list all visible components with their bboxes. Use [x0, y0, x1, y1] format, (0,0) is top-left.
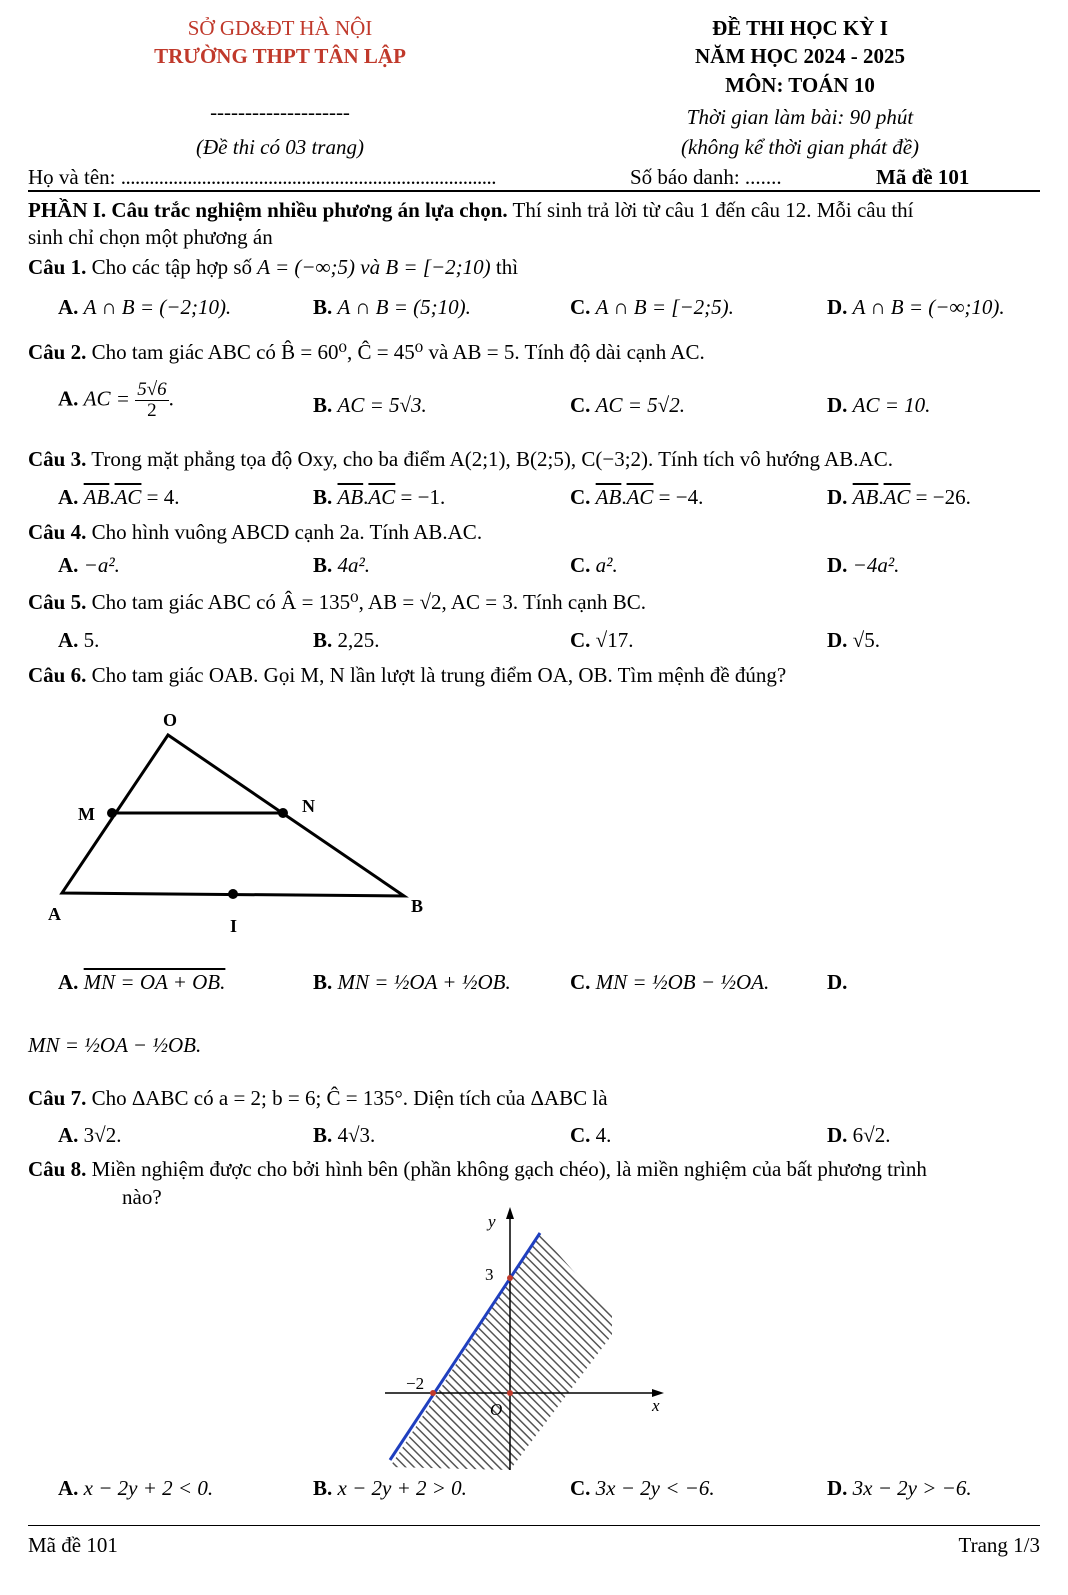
subject: MÔN: TOÁN 10 — [725, 73, 875, 97]
header-divider — [28, 190, 1040, 192]
q3-option-a[interactable]: A. $\overline{AB}.\overline{AC} = 4$. — [58, 485, 180, 509]
q1-a-text: A ∩ B = (−2;10). — [83, 295, 232, 319]
exam-time: Thời gian làm bài: 90 phút — [686, 105, 914, 129]
q7-option-a[interactable]: A. 3√2. — [58, 1123, 122, 1147]
footer-page-number: Trang 1/3 — [958, 1533, 1040, 1557]
label-m: M — [78, 804, 95, 824]
q5-option-d[interactable]: D. √5. — [827, 628, 880, 652]
q6-option-d[interactable]: MN = ½OA − ½OB. — [28, 1033, 202, 1057]
tick-label-3: 3 — [485, 1265, 494, 1284]
q3-option-b[interactable]: B. $\overline{AB}.\overline{AC} = -1$. — [313, 485, 446, 509]
q5-option-a[interactable]: A. 5. — [58, 628, 100, 652]
question-5 — [28, 590, 646, 615]
q5-option-b[interactable]: B. 2,25. — [313, 628, 380, 652]
q4-option-d[interactable]: D. −4a². — [827, 553, 900, 577]
triangle-oab-figure — [30, 700, 450, 940]
q4-option-b[interactable]: B. 4a². — [313, 553, 371, 577]
axis-x-label: x — [652, 1396, 660, 1415]
part1-title: PHẦN I. Câu trắc nghiệm nhiều phương án lựa chọn. — [28, 198, 508, 222]
question-7 — [28, 1086, 608, 1111]
q4-option-a[interactable]: A. −a². — [58, 553, 120, 577]
q2-label: Câu 2. — [28, 340, 87, 364]
q1-option-a[interactable]: A. A ∩ B = (−2;10). — [58, 295, 232, 319]
question-2 — [28, 340, 705, 365]
question-1 — [28, 255, 518, 280]
name-label: Họ và tên: — [28, 165, 121, 189]
q1-text: Cho các tập hợp số — [86, 255, 258, 279]
q8-text: Miền nghiệm được cho bởi hình bên (phần không gạch chéo), là miền nghiệm của bất phương trình — [86, 1157, 927, 1181]
q1-c-text: A ∩ B = [−2;5). — [595, 295, 734, 319]
name-dots: ............................................................................... — [120, 165, 496, 189]
q7-option-b[interactable]: B. 4√3. — [313, 1123, 376, 1147]
school-year: NĂM HỌC 2024 - 2025 — [695, 44, 905, 68]
question-8 — [28, 1157, 927, 1182]
q6-option-a[interactable]: A. MN = OA + OB. — [58, 970, 226, 994]
q4-label: Câu 4. — [28, 520, 87, 544]
label-b: B — [411, 896, 424, 916]
q2-option-c[interactable]: C. AC = 5√2. — [570, 393, 685, 417]
footer-divider — [28, 1525, 1040, 1526]
header-dashes: -------------------- — [210, 100, 350, 124]
q2-a-fraction: $\frac{5√6}{2}$ — [137, 379, 167, 421]
q3-label: Câu 3. — [28, 447, 87, 471]
question-6 — [28, 663, 786, 688]
q6-option-b[interactable]: B. MN = ½OA + ½OB. — [313, 970, 511, 994]
q1-tail: thì — [490, 255, 519, 279]
pages-note: (Đề thi có 03 trang) — [196, 135, 364, 159]
q7-option-d[interactable]: D. 6√2. — [827, 1123, 891, 1147]
q1-label: Câu 1. — [28, 255, 87, 279]
footer-exam-code: Mã đề 101 — [28, 1533, 118, 1557]
part1-heading — [28, 198, 914, 223]
label-o: O — [163, 710, 178, 730]
q8-text-line2: nào? — [122, 1185, 162, 1209]
q8-option-c[interactable]: C. 3x − 2y < −6. — [570, 1476, 715, 1500]
q1-b-text: A ∩ B = (5;10). — [337, 295, 471, 319]
inequality-region-graph — [380, 1205, 680, 1475]
name-field — [28, 165, 496, 190]
label-n: N — [302, 796, 315, 816]
q7-label: Câu 7. — [28, 1086, 87, 1110]
origin-label: O — [490, 1400, 503, 1419]
q4-text: Cho hình vuông ABCD cạnh 2a. Tính AB.AC. — [86, 520, 483, 544]
part1-desc-line2: sinh chỉ chọn một phương án — [28, 225, 273, 249]
q8-option-a[interactable]: A. x − 2y + 2 < 0. — [58, 1476, 214, 1500]
q1-option-c[interactable]: C. A ∩ B = [−2;5). — [570, 295, 734, 319]
q6-text: Cho tam giác OAB. Gọi M, N lần lượt là trung điểm OA, OB. Tìm mệnh đề đúng? — [86, 663, 787, 687]
q6-label: Câu 6. — [28, 663, 87, 687]
q2-option-b[interactable]: B. AC = 5√3. — [313, 393, 427, 417]
label-a: A — [48, 904, 61, 924]
exam-title: ĐỀ THI HỌC KỲ I — [712, 16, 888, 40]
q6-option-d-label[interactable]: D. — [827, 970, 848, 994]
tick-label-minus2: −2 — [406, 1374, 425, 1393]
q8-label: Câu 8. — [28, 1157, 87, 1181]
q2-option-a[interactable]: A. AC = $\frac{5√6}{2}$ . — [58, 379, 174, 421]
question-3 — [28, 447, 893, 472]
q3-option-c[interactable]: C. $\overline{AB}.\overline{AC} = -4$. — [570, 485, 704, 509]
q8-option-b[interactable]: B. x − 2y + 2 > 0. — [313, 1476, 467, 1500]
q1-d-text: A ∩ B = (−∞;10). — [852, 295, 1005, 319]
q1-math: A = (−∞;5) và B = [−2;10) — [257, 255, 491, 279]
q7-option-c[interactable]: C. 4. — [570, 1123, 612, 1147]
q7-text: Cho ΔABC có a = 2; b = 6; Ĉ = 135°. Diện tích của ΔABC là — [86, 1086, 608, 1110]
axis-y-label: y — [488, 1212, 496, 1231]
q3-option-d[interactable]: D. $\overline{AB}.\overline{AC} = -26$. — [827, 485, 971, 509]
q2-option-d[interactable]: D. AC = 10. — [827, 393, 931, 417]
question-4 — [28, 520, 482, 545]
q2-text: Cho tam giác ABC có B̂ = 60⁰, Ĉ = 45⁰ và AB = 5. Tính độ dài cạnh AC. — [86, 340, 705, 364]
exam-code: Mã đề 101 — [876, 165, 970, 189]
q1-option-b[interactable]: B. A ∩ B = (5;10). — [313, 295, 471, 319]
part1-desc: Thí sinh trả lời từ câu 1 đến câu 12. Mỗi câu thí — [507, 198, 914, 222]
school-name: TRƯỜNG THPT TÂN LẬP — [154, 44, 406, 68]
q1-option-d[interactable]: D. A ∩ B = (−∞;10). — [827, 295, 1005, 319]
q6-option-c[interactable]: C. MN = ½OB − ½OA. — [570, 970, 770, 994]
q5-option-c[interactable]: C. √17. — [570, 628, 634, 652]
department-name: SỞ GD&ĐT HÀ NỘI — [187, 16, 373, 40]
q5-label: Câu 5. — [28, 590, 87, 614]
q8-option-d[interactable]: D. 3x − 2y > −6. — [827, 1476, 972, 1500]
q3-text: Trong mặt phẳng tọa độ Oxy, cho ba điểm A(2;1), B(2;5), C(−3;2). Tính tích vô hướng AB.AC. — [86, 447, 893, 471]
q5-text: Cho tam giác ABC có Â = 135⁰, AB = √2, AC = 3. Tính cạnh BC. — [86, 590, 647, 614]
time-note: (không kể thời gian phát đề) — [680, 135, 920, 159]
q4-option-c[interactable]: C. a². — [570, 553, 618, 577]
label-i: I — [230, 916, 238, 936]
student-id-field: Số báo danh: ....... — [630, 165, 782, 189]
